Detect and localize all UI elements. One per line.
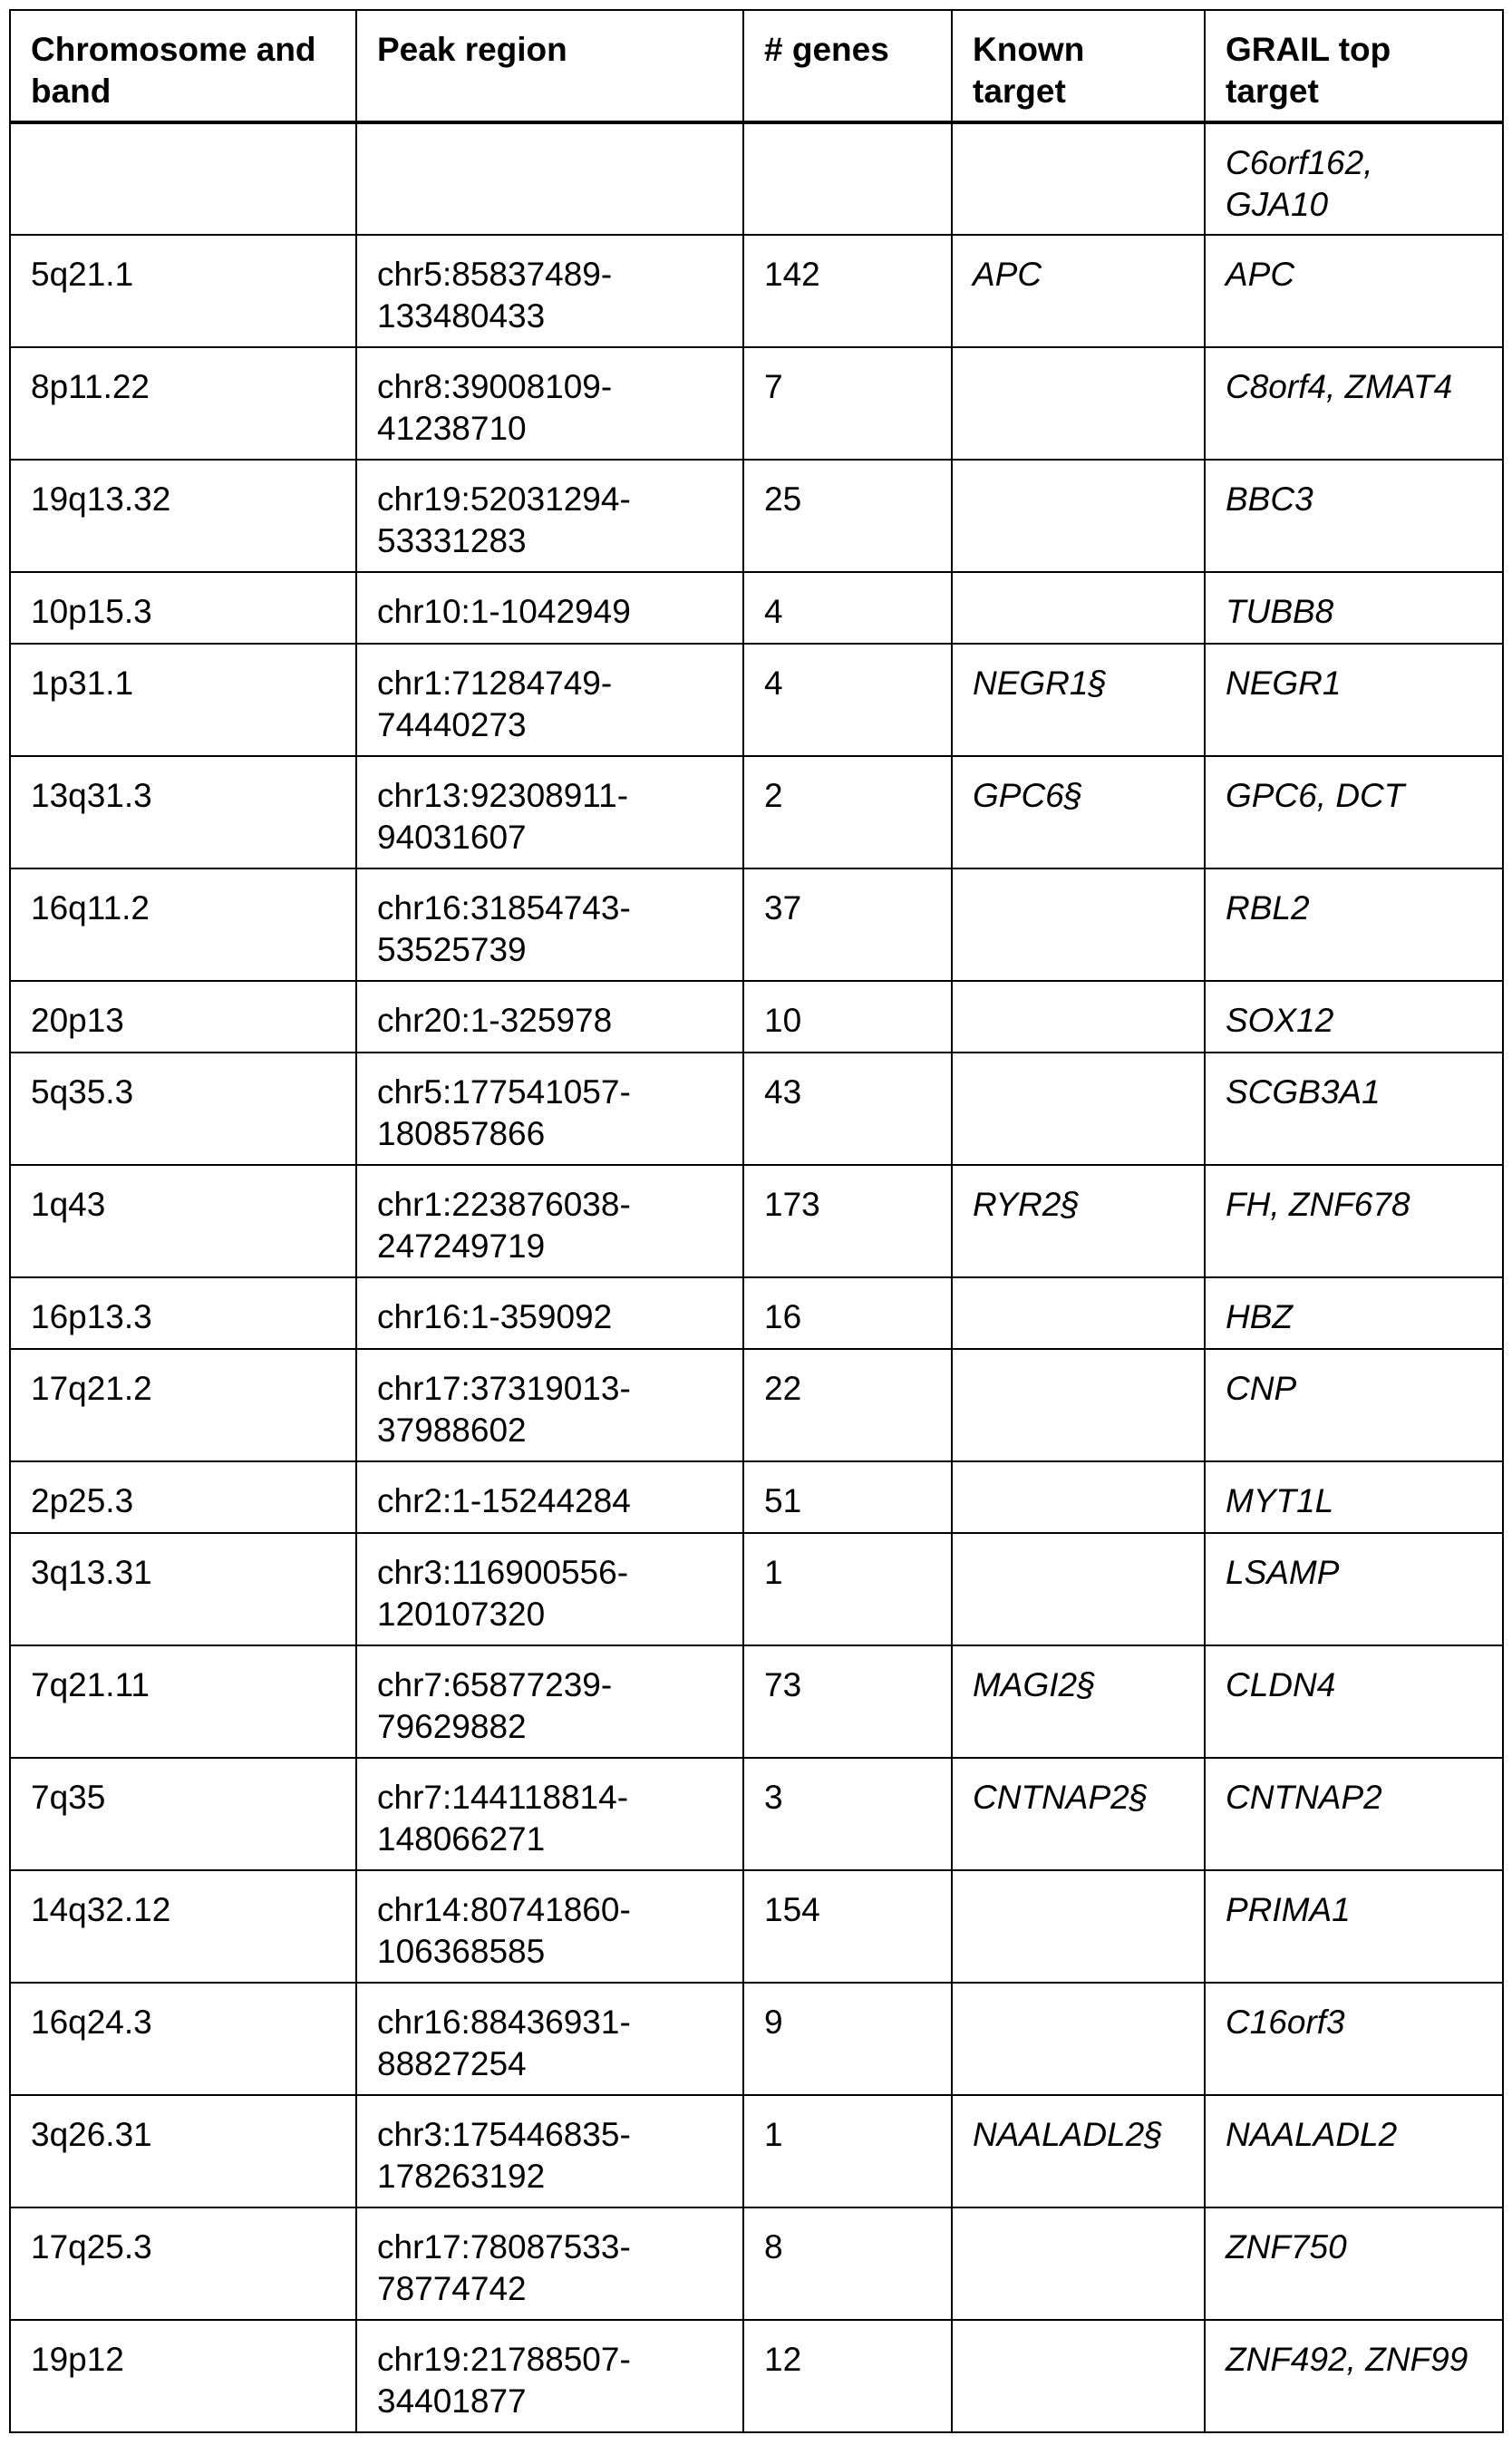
grail-top-target-cell: FH, ZNF678	[1205, 1165, 1503, 1277]
grail-top-target-cell: LSAMP	[1205, 1533, 1503, 1645]
header-chromosome-band: Chromosome and band	[10, 10, 356, 122]
header-peak-region: Peak region	[356, 10, 743, 122]
grail-top-target-cell: SCGB3A1	[1205, 1053, 1503, 1165]
gene-count-cell	[743, 122, 952, 235]
peak-region-cell	[356, 122, 743, 235]
peak-region-cell: chr16:1-359092	[356, 1277, 743, 1349]
header-grail-top-target: GRAIL top target	[1205, 10, 1503, 122]
chromosome-band-cell: 20p13	[10, 981, 356, 1053]
table-row	[10, 2095, 1503, 2207]
known-target-cell	[952, 572, 1205, 644]
known-target-cell	[952, 1870, 1205, 1983]
chromosome-band-cell: 5q35.3	[10, 1053, 356, 1165]
grail-top-target-cell: C6orf162, GJA10	[1205, 122, 1503, 235]
table-row	[10, 1533, 1503, 1645]
gene-count-cell: 142	[743, 235, 952, 347]
grail-top-target-cell: CNTNAP2	[1205, 1758, 1503, 1870]
table-row	[10, 1349, 1503, 1461]
gene-count-cell: 9	[743, 1983, 952, 2095]
peak-region-cell: chr3:116900556-120107320	[356, 1533, 743, 1645]
peak-region-cell: chr16:31854743-53525739	[356, 868, 743, 981]
gene-count-cell: 12	[743, 2320, 952, 2432]
peak-region-cell: chr20:1-325978	[356, 981, 743, 1053]
gene-count-cell: 154	[743, 1870, 952, 1983]
table-row	[10, 981, 1503, 1053]
gene-count-cell: 1	[743, 2095, 952, 2207]
header-gene-count: # genes	[743, 10, 952, 122]
header-row	[10, 10, 1503, 122]
table-row	[10, 644, 1503, 756]
gene-count-cell: 2	[743, 756, 952, 868]
known-target-cell: CNTNAP2§	[952, 1758, 1205, 1870]
gene-count-cell: 73	[743, 1645, 952, 1758]
known-target-cell	[952, 1461, 1205, 1533]
gene-count-cell: 16	[743, 1277, 952, 1349]
grail-top-target-cell: RBL2	[1205, 868, 1503, 981]
peak-region-cell: chr13:92308911-94031607	[356, 756, 743, 868]
gene-count-cell: 51	[743, 1461, 952, 1533]
gene-count-cell: 22	[743, 1349, 952, 1461]
table-row	[10, 1053, 1503, 1165]
grail-top-target-cell: TUBB8	[1205, 572, 1503, 644]
grail-top-target-cell: CNP	[1205, 1349, 1503, 1461]
known-target-cell	[952, 2207, 1205, 2320]
gene-count-cell: 8	[743, 2207, 952, 2320]
peak-region-cell: chr19:52031294-53331283	[356, 460, 743, 572]
grail-top-target-cell: SOX12	[1205, 981, 1503, 1053]
chromosome-band-cell: 7q21.11	[10, 1645, 356, 1758]
gene-count-cell: 4	[743, 572, 952, 644]
chromosome-band-cell: 13q31.3	[10, 756, 356, 868]
gene-count-cell: 10	[743, 981, 952, 1053]
peak-region-cell: chr17:37319013-37988602	[356, 1349, 743, 1461]
table-row	[10, 1758, 1503, 1870]
table-row	[10, 868, 1503, 981]
grail-top-target-cell: PRIMA1	[1205, 1870, 1503, 1983]
chromosome-band-cell: 3q13.31	[10, 1533, 356, 1645]
chromosome-band-cell: 16p13.3	[10, 1277, 356, 1349]
chromosome-band-cell: 5q21.1	[10, 235, 356, 347]
table-row	[10, 1277, 1503, 1349]
gene-count-cell: 3	[743, 1758, 952, 1870]
chromosome-band-cell: 16q24.3	[10, 1983, 356, 2095]
peak-regions-table	[9, 9, 1504, 2433]
peak-region-cell: chr16:88436931-88827254	[356, 1983, 743, 2095]
table-row	[10, 1983, 1503, 2095]
table-row	[10, 235, 1503, 347]
known-target-cell	[952, 1983, 1205, 2095]
table-row	[10, 122, 1503, 235]
chromosome-band-cell: 19q13.32	[10, 460, 356, 572]
chromosome-band-cell: 17q21.2	[10, 1349, 356, 1461]
grail-top-target-cell: ZNF492, ZNF99	[1205, 2320, 1503, 2432]
grail-top-target-cell: C16orf3	[1205, 1983, 1503, 2095]
known-target-cell	[952, 347, 1205, 460]
peak-region-cell: chr10:1-1042949	[356, 572, 743, 644]
peak-region-cell: chr8:39008109-41238710	[356, 347, 743, 460]
grail-top-target-cell: APC	[1205, 235, 1503, 347]
grail-top-target-cell: BBC3	[1205, 460, 1503, 572]
peak-region-cell: chr7:65877239-79629882	[356, 1645, 743, 1758]
gene-count-cell: 37	[743, 868, 952, 981]
known-target-cell: NAALADL2§	[952, 2095, 1205, 2207]
grail-top-target-cell: NAALADL2	[1205, 2095, 1503, 2207]
grail-top-target-cell: GPC6, DCT	[1205, 756, 1503, 868]
chromosome-band-cell: 14q32.12	[10, 1870, 356, 1983]
known-target-cell: APC	[952, 235, 1205, 347]
grail-top-target-cell: HBZ	[1205, 1277, 1503, 1349]
gene-count-cell: 7	[743, 347, 952, 460]
peak-region-cell: chr5:177541057-180857866	[356, 1053, 743, 1165]
grail-top-target-cell: ZNF750	[1205, 2207, 1503, 2320]
table-row	[10, 2207, 1503, 2320]
peak-region-cell: chr7:144118814-148066271	[356, 1758, 743, 1870]
chromosome-band-cell: 1q43	[10, 1165, 356, 1277]
table-row	[10, 1461, 1503, 1533]
known-target-cell	[952, 981, 1205, 1053]
chromosome-band-cell: 7q35	[10, 1758, 356, 1870]
chromosome-band-cell: 10p15.3	[10, 572, 356, 644]
header-known-target: Known target	[952, 10, 1205, 122]
chromosome-band-cell: 3q26.31	[10, 2095, 356, 2207]
grail-top-target-cell: NEGR1	[1205, 644, 1503, 756]
peak-region-cell: chr5:85837489-133480433	[356, 235, 743, 347]
gene-count-cell: 43	[743, 1053, 952, 1165]
known-target-cell: MAGI2§	[952, 1645, 1205, 1758]
peak-region-cell: chr19:21788507-34401877	[356, 2320, 743, 2432]
chromosome-band-cell: 17q25.3	[10, 2207, 356, 2320]
grail-top-target-cell: C8orf4, ZMAT4	[1205, 347, 1503, 460]
known-target-cell	[952, 1533, 1205, 1645]
gene-count-cell: 4	[743, 644, 952, 756]
table-row	[10, 1645, 1503, 1758]
known-target-cell	[952, 122, 1205, 235]
gene-count-cell: 25	[743, 460, 952, 572]
table-row	[10, 2320, 1503, 2432]
table-row	[10, 1870, 1503, 1983]
chromosome-band-cell: 8p11.22	[10, 347, 356, 460]
peak-region-cell: chr17:78087533-78774742	[356, 2207, 743, 2320]
gene-count-cell: 173	[743, 1165, 952, 1277]
known-target-cell	[952, 460, 1205, 572]
chromosome-band-cell: 19p12	[10, 2320, 356, 2432]
known-target-cell: NEGR1§	[952, 644, 1205, 756]
peak-region-cell: chr1:71284749-74440273	[356, 644, 743, 756]
peak-region-cell: chr1:223876038-247249719	[356, 1165, 743, 1277]
peak-region-cell: chr3:175446835-178263192	[356, 2095, 743, 2207]
grail-top-target-cell: CLDN4	[1205, 1645, 1503, 1758]
table-row	[10, 1165, 1503, 1277]
table-row	[10, 460, 1503, 572]
known-target-cell: GPC6§	[952, 756, 1205, 868]
chromosome-band-cell: 2p25.3	[10, 1461, 356, 1533]
grail-top-target-cell: MYT1L	[1205, 1461, 1503, 1533]
table-row	[10, 347, 1503, 460]
chromosome-band-cell: 1p31.1	[10, 644, 356, 756]
known-target-cell	[952, 1277, 1205, 1349]
table-row	[10, 572, 1503, 644]
known-target-cell	[952, 1053, 1205, 1165]
known-target-cell: RYR2§	[952, 1165, 1205, 1277]
known-target-cell	[952, 2320, 1205, 2432]
chromosome-band-cell	[10, 122, 356, 235]
known-target-cell	[952, 1349, 1205, 1461]
table-row	[10, 756, 1503, 868]
chromosome-band-cell: 16q11.2	[10, 868, 356, 981]
peak-region-cell: chr14:80741860-106368585	[356, 1870, 743, 1983]
peak-region-cell: chr2:1-15244284	[356, 1461, 743, 1533]
known-target-cell	[952, 868, 1205, 981]
gene-count-cell: 1	[743, 1533, 952, 1645]
